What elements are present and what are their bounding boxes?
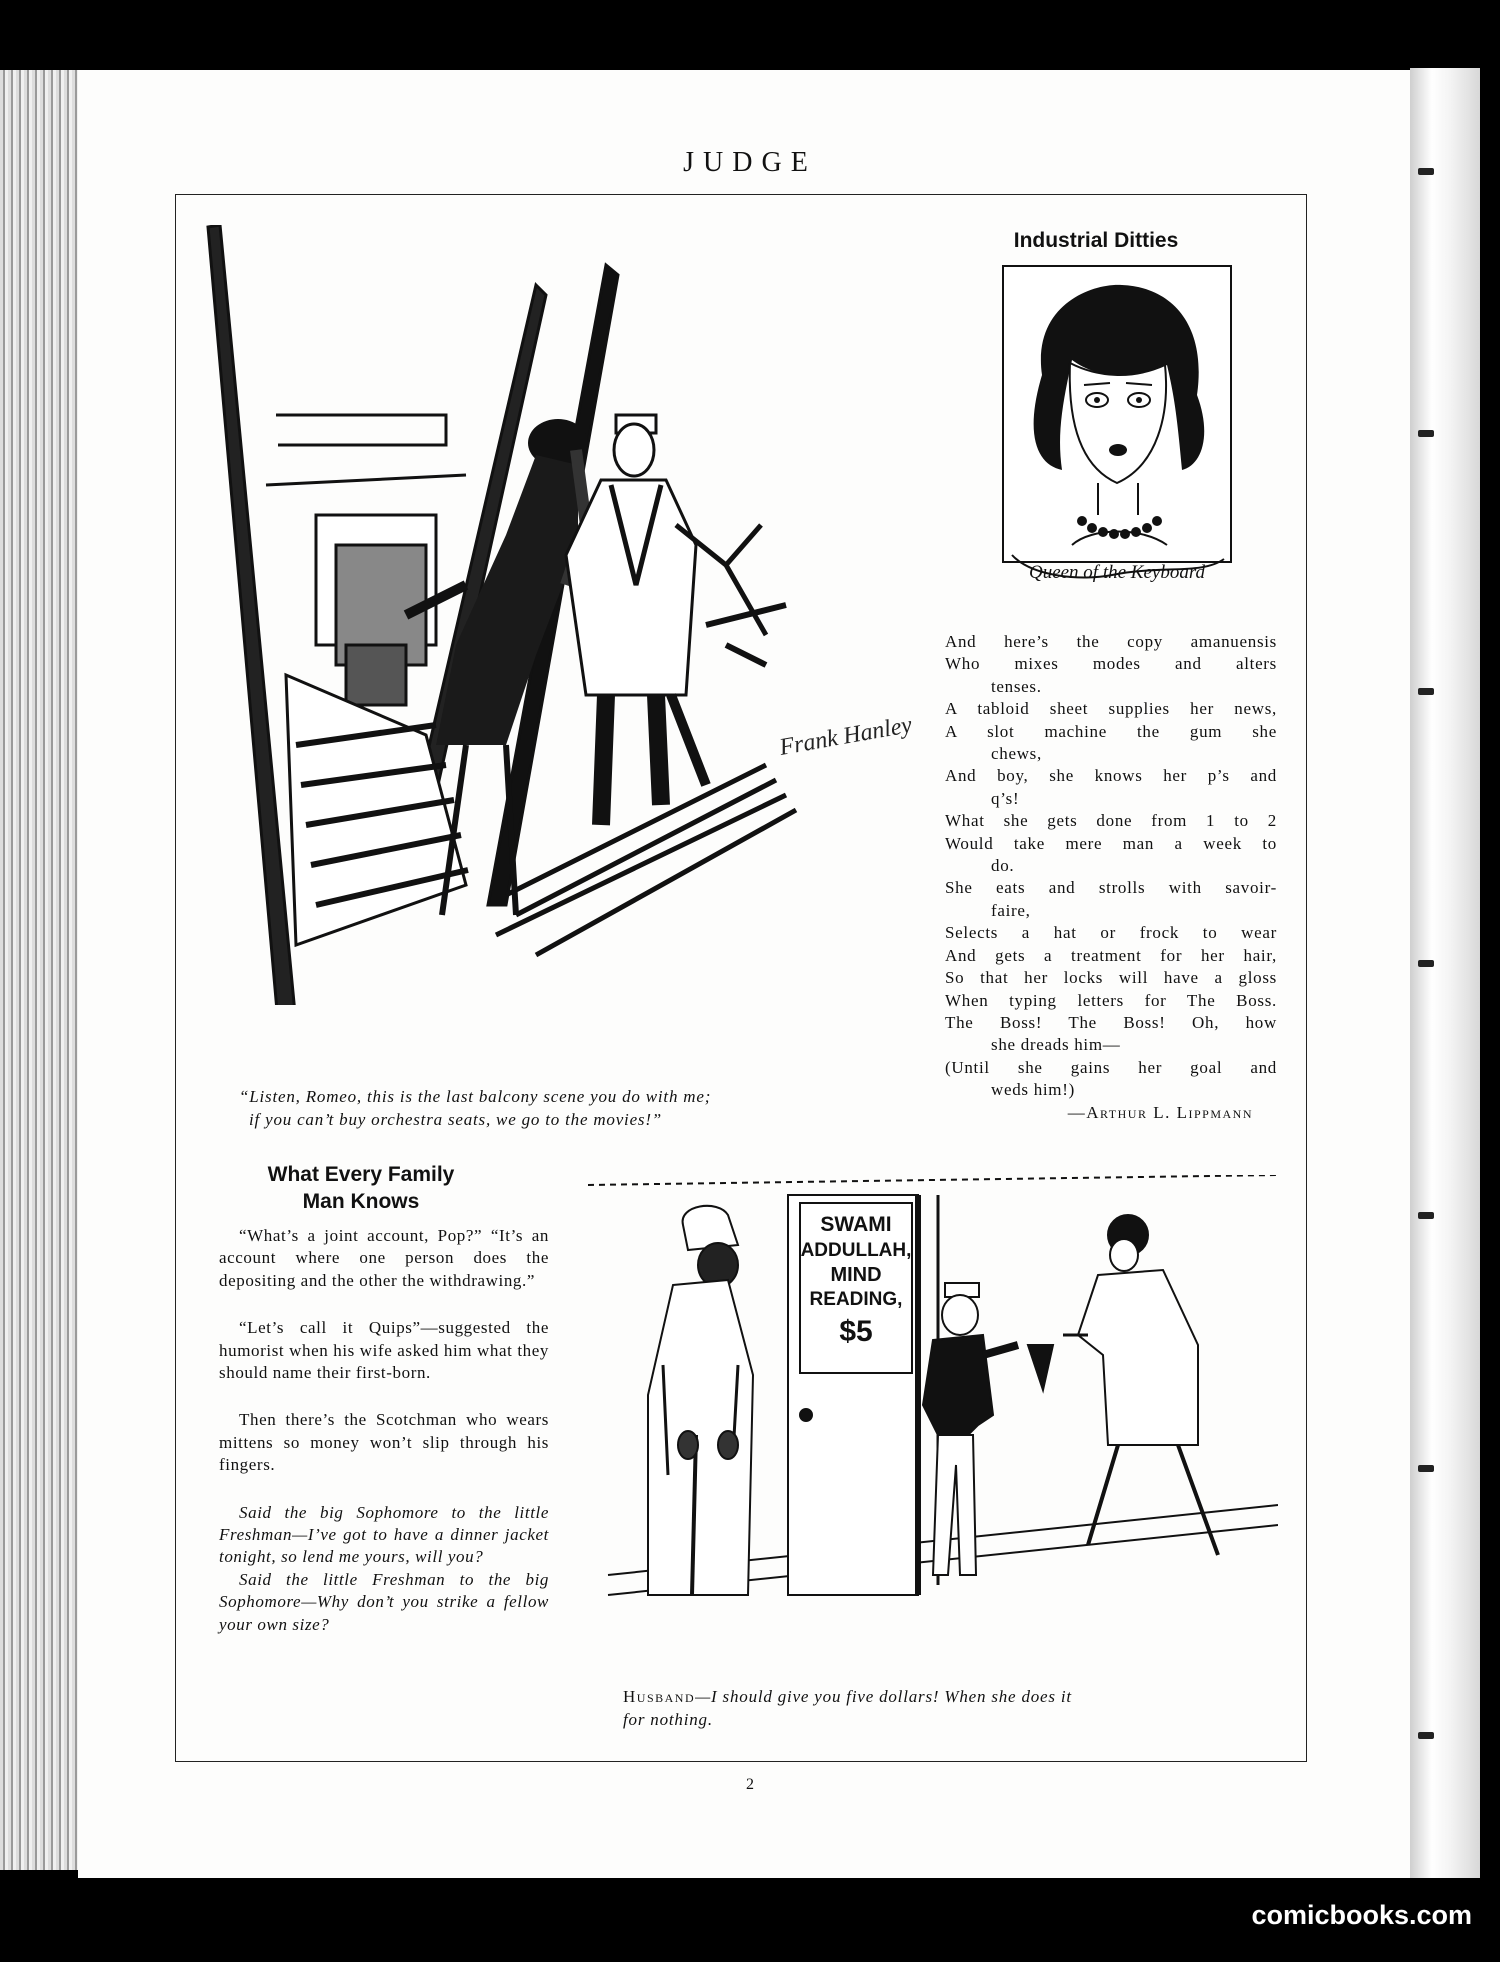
poem-line: Who mixes modes and alters	[945, 654, 1277, 674]
joke-paragraph: “Let’s call it Quips”—suggested the humorist when his wife asked him what they should name their first-born.	[219, 1318, 549, 1383]
joke-paragraph: Then there’s the Scotchman who wears mittens so money won’t slip through his fingers.	[219, 1410, 549, 1475]
page-frame	[175, 194, 1307, 1762]
poem-line: The Boss! The Boss! Oh, how	[945, 1012, 1277, 1032]
poem-line: do.	[991, 856, 1015, 876]
binding-mark	[1418, 1212, 1434, 1219]
swami-caption-line-1	[623, 1685, 1072, 1708]
poem-line: q’s!	[991, 788, 1020, 808]
poem-line: What she gets done from 1 to 2	[945, 811, 1277, 831]
swami-caption-text: —I should give you five dollars! When she does it	[695, 1687, 1072, 1706]
running-head: JUDGE	[683, 147, 817, 178]
page-number: 2	[746, 1776, 754, 1793]
artist-signature: Frank Hanley	[777, 712, 914, 761]
poem-line: A slot machine the gum she	[945, 721, 1277, 741]
poem-line: And boy, she knows her p’s and	[945, 766, 1277, 786]
sign-price: $5	[839, 1315, 873, 1348]
poem-line: And here’s the copy amanuensis	[945, 632, 1277, 651]
binding-mark	[1418, 1465, 1434, 1472]
poem-line: faire,	[991, 900, 1031, 920]
balcony-caption-line-1: “Listen, Romeo, this is the last balcony scene you do with me;	[239, 1087, 712, 1106]
binding-mark	[1418, 1732, 1434, 1739]
binding-mark	[1418, 688, 1434, 695]
poem-line: chews,	[991, 744, 1042, 764]
sign-line-4: READING,	[809, 1289, 903, 1310]
balcony-cartoon-illustration	[206, 225, 926, 1005]
watermark: comicbooks.com	[1251, 1900, 1472, 1930]
swami-cartoon-illustration	[588, 1175, 1278, 1615]
poem-line: weds him!)	[991, 1080, 1075, 1100]
sign-line-1: SWAMI	[820, 1213, 892, 1236]
poem-line: Would take mere man a week to	[945, 833, 1277, 853]
poem-byline: —Arthur L. Lippmann	[1067, 1102, 1253, 1122]
joke-paragraph: Said the little Freshman to the big Sophomore—Why don’t you strike a fellow your own size?	[219, 1569, 549, 1634]
joke-paragraph: Said the big Sophomore to the little Freshman—I’ve got to have a dinner jacket tonight, so lend me yours, will you?	[219, 1502, 549, 1567]
poem-line: And gets a treatment for her hair,	[945, 945, 1277, 965]
sign-line-2: ADDULLAH,	[800, 1240, 912, 1261]
swami-caption-line-2: for nothing.	[623, 1710, 713, 1729]
binding-mark	[1418, 430, 1434, 437]
poem-line: A tabloid sheet supplies her news,	[945, 699, 1277, 719]
poem-line: Selects a hat or frock to wear	[945, 923, 1277, 943]
family-man-title-line-1: What Every Family	[267, 1163, 455, 1186]
portrait-caption: Queen of the Keyboard	[1028, 562, 1206, 583]
swami-caption	[623, 1685, 1072, 1731]
ditties-title: Industrial Ditties	[1013, 229, 1179, 252]
poem-line: So that her locks will have a gloss	[945, 968, 1277, 988]
balcony-caption	[239, 1085, 711, 1131]
caption-speaker: Husband	[623, 1687, 696, 1706]
joke-paragraph: “What’s a joint account, Pop?” “It’s an account where one person does the depositing and the other the withdrawing.”	[219, 1226, 549, 1290]
poem-line: she dreads him—	[991, 1035, 1121, 1055]
poem-line: When typing letters for The Boss.	[945, 990, 1277, 1010]
balcony-caption-line-2: if you can’t buy orchestra seats, we go to the movies!”	[249, 1110, 663, 1129]
binding-mark	[1418, 960, 1434, 967]
book-page-edges	[0, 70, 78, 1870]
sign-line-3: MIND	[830, 1264, 882, 1286]
family-man-title	[236, 1161, 486, 1215]
ditties-poem	[945, 631, 1277, 1124]
poem-line: (Until she gains her goal and	[945, 1057, 1277, 1077]
book-binding	[1410, 68, 1480, 1878]
queen-of-keyboard-portrait	[1002, 265, 1232, 605]
family-man-jokes	[219, 1225, 549, 1636]
poem-line: She eats and strolls with savoir-	[945, 878, 1277, 898]
poem-line: tenses.	[991, 676, 1042, 696]
family-man-title-line-2: Man Knows	[302, 1190, 420, 1213]
